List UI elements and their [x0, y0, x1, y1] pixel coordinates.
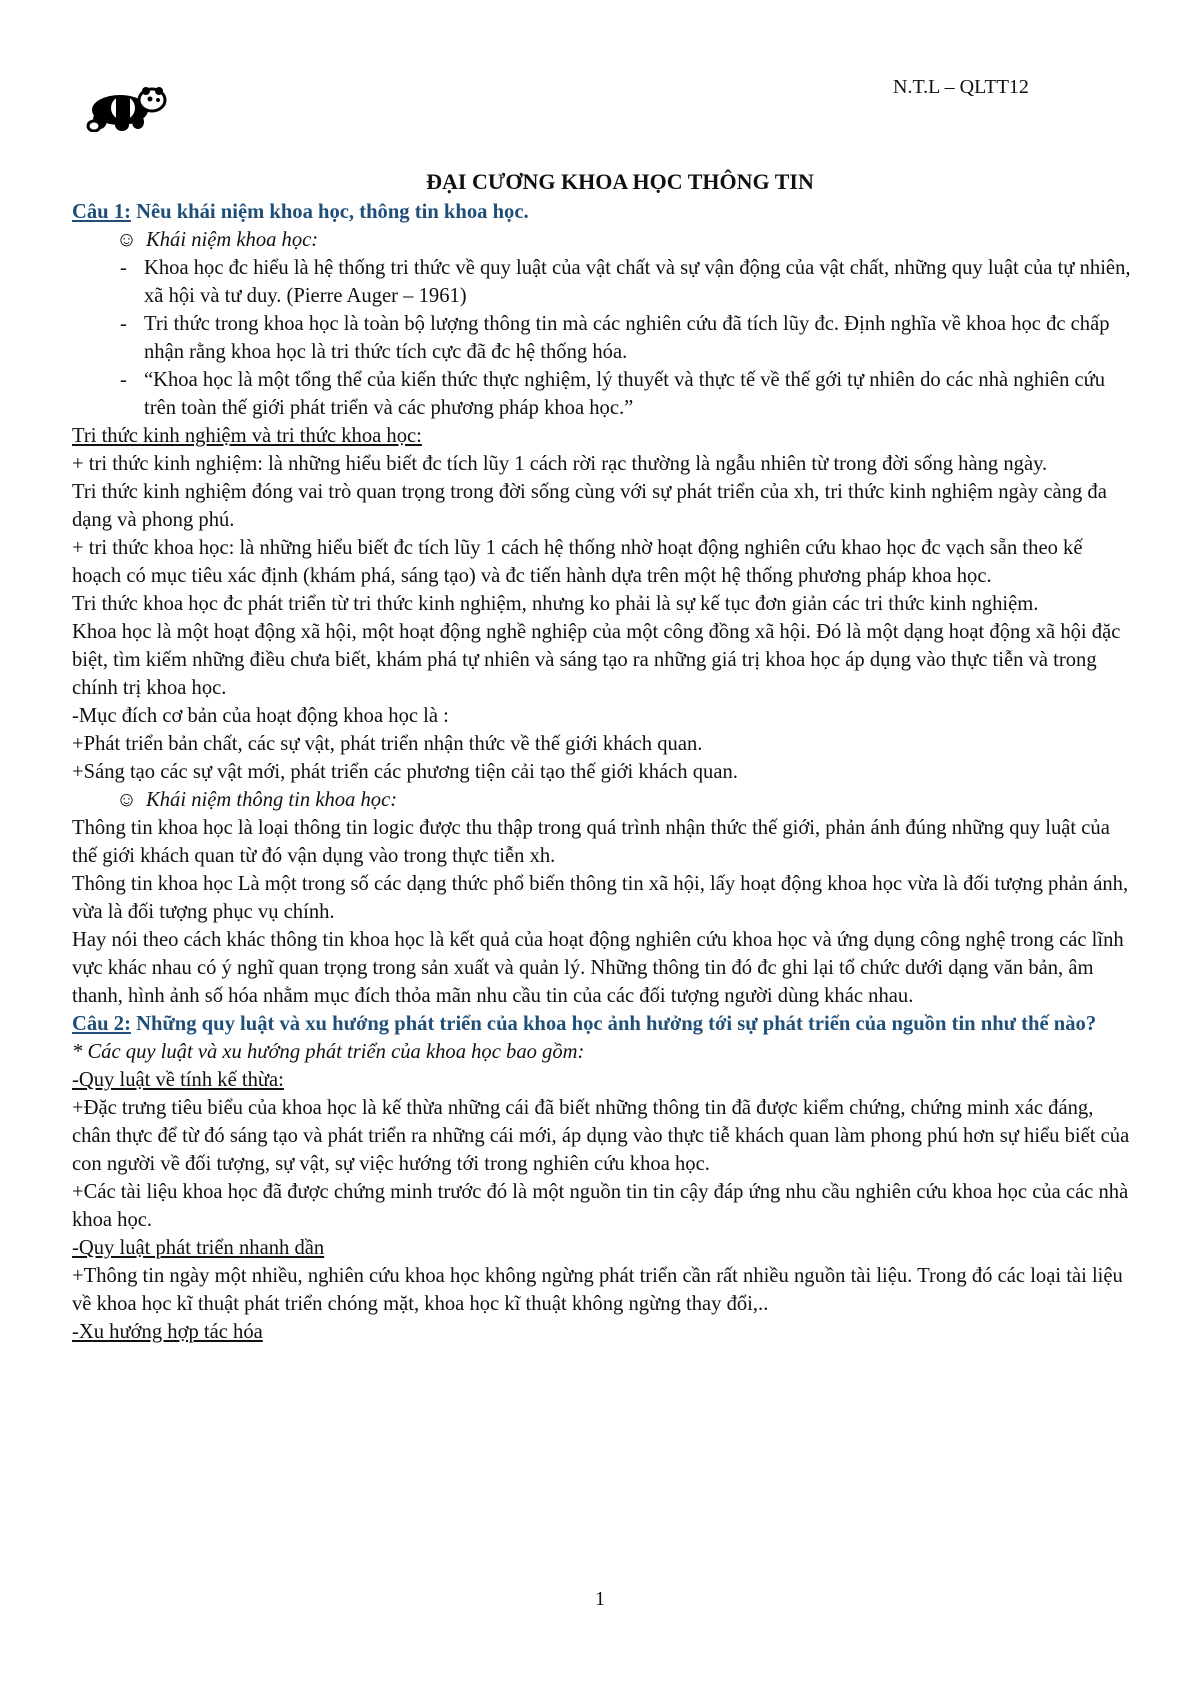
list-item-text: “Khoa học là một tổng thể của kiến thức thực nghiệm, lý thuyết và thực tế về thế gới tự nhiên do các nhà nghiên cứu trên toàn thế giới phát triển và các phương pháp khoa học.”: [144, 369, 1106, 419]
paragraph: +Sáng tạo các sự vật mới, phát triển các phương tiện cải tạo thế giới khách quan.: [72, 761, 738, 783]
list-item: [72, 366, 1132, 422]
paragraph: Tri thức kinh nghiệm đóng vai trò quan trọng trong đời sống cùng với sự phát triển của xh, tri thức kinh nghiệm ngày càng đa dạng và phong phú.: [72, 481, 1107, 531]
list-item-text: Tri thức trong khoa học là toàn bộ lượng thông tin mà các nghiên cứu đã tích lũy đc. Định nghĩa về khoa học đc chấp nhận rằng khoa học là tri thức tích cực đã đc hệ thống hóa.: [144, 313, 1110, 363]
panda-icon: [76, 82, 174, 132]
paragraph: +Các tài liệu khoa học đã được chứng minh trước đó là một nguồn tin tin cậy đáp ứng nhu cầu nghiên cứu khoa học của các nhà khoa học.: [72, 1181, 1129, 1231]
paragraph: +Thông tin ngày một nhiều, nghiên cứu khoa học không ngừng phát triển cần rất nhiều nguồn tài liệu. Trong đó các loại tài liệu về khoa học kĩ thuật phát triển chóng mặt, khoa học kĩ thuật không ngừng thay đổi,..: [72, 1265, 1123, 1315]
document-body: [72, 168, 1132, 1346]
paragraph: +Đặc trưng tiêu biểu của khoa học là kế thừa những cái đã biết những thông tin đã được kiểm chứng, chứng minh xác đáng, chân thực để từ đó sáng tạo và phát triển ra những cái mới, áp dụng vào thực tiễ khách quan làm phong phú hơn sự hiểu biết của con người về đối tượng, sự vật, sự việc hướng tới trong nghiên cứu khoa học.: [72, 1097, 1130, 1175]
paragraph: Thông tin khoa học là loại thông tin logic được thu thập trong quá trình nhận thức thế giới, phản ánh đúng những quy luật của thế giới khách quan từ đó vận dụng vào trong thực tiễn xh.: [72, 817, 1110, 867]
question-2: [72, 1010, 1132, 1038]
document-title: ĐẠI CƯƠNG KHOA HỌC THÔNG TIN: [426, 169, 814, 194]
paragraph: Tri thức khoa học đc phát triển từ tri thức kinh nghiệm, nhưng ko phải là sự kế tục đơn giản các tri thức kinh nghiệm.: [72, 593, 1039, 615]
question-2-number: Câu 2:: [72, 1013, 131, 1035]
list-item-text: Khoa học đc hiểu là hệ thống tri thức về quy luật của vật chất và sự vận động của vật chất, những quy luật của tự nhiên, xã hội và tư duy. (Pierre Auger – 1961): [144, 257, 1131, 307]
header-author-code: N.T.L – QLTT12: [893, 76, 1029, 98]
question-2-intro: * Các quy luật và xu hướng phát triển của khoa học bao gồm:: [72, 1041, 585, 1063]
question-1-text: Nêu khái niệm khoa học, thông tin khoa học.: [130, 201, 529, 223]
subheading-khoa-hoc: [72, 226, 1132, 254]
subheading-text: Khái niệm thông tin khoa học:: [146, 789, 398, 811]
page-number: 1: [595, 1588, 605, 1610]
paragraph: Khoa học là một hoạt động xã hội, một hoạt động nghề nghiệp của một công đồng xã hội. Đó là một dạng hoạt động xã hội đặc biệt, tìm kiếm những điều chưa biết, khám phá tự nhiên và sáng tạo ra những giá trị khoa học áp dụng vào thực tiễn và trong chính trị khoa học.: [72, 621, 1121, 699]
dash-bullet: -: [120, 313, 127, 335]
law-heading: -Xu hướng hợp tác hóa: [72, 1321, 263, 1343]
subheading-thong-tin-khoa-hoc: [72, 786, 1132, 814]
dash-bullet: -: [120, 369, 127, 391]
paragraph: Thông tin khoa học Là một trong số các dạng thức phổ biến thông tin xã hội, lấy hoạt động khoa học vừa là đối tượng phản ánh, vừa là đối tượng phục vụ chính.: [72, 873, 1129, 923]
list-item: [72, 254, 1132, 310]
list-item: [72, 310, 1132, 366]
smiley-icon: ☺: [116, 789, 138, 811]
paragraph: Hay nói theo cách khác thông tin khoa học là kết quả của hoạt động nghiên cứu khoa học và ứng dụng công nghệ trong các lĩnh vực khác nhau có ý nghĩ quan trọng trong sản xuất và quản lý. Những thông tin đó đc ghi lại tổ chức dưới dạng văn bản, âm thanh, hình ảnh số hóa nhằm mục đích thỏa mãn nhu cầu tin của các đối tượng người dùng khác nhau.: [72, 929, 1124, 1007]
question-1-number: Câu 1:: [72, 201, 131, 223]
law-heading: -Quy luật về tính kế thừa:: [72, 1069, 284, 1091]
smiley-icon: ☺: [116, 229, 138, 251]
section-heading-tri-thuc: Tri thức kinh nghiệm và tri thức khoa học:: [72, 425, 422, 447]
question-1: [72, 198, 1132, 226]
paragraph: + tri thức kinh nghiệm: là những hiểu biết đc tích lũy 1 cách rời rạc thường là ngẫu nhiên từ trong đời sống hàng ngày.: [72, 453, 1048, 475]
paragraph: +Phát triển bản chất, các sự vật, phát triển nhận thức về thế giới khách quan.: [72, 733, 703, 755]
question-2-text: Những quy luật và xu hướng phát triển của khoa học ảnh hưởng tới sự phát triển của nguồn tin như thế nào?: [130, 1013, 1097, 1035]
subheading-text: Khái niệm khoa học:: [146, 229, 319, 251]
dash-bullet: -: [120, 257, 127, 279]
paragraph: + tri thức khoa học: là những hiểu biết đc tích lũy 1 cách hệ thống nhờ hoạt động nghiên cứu khao học đc vạch sẵn theo kế hoạch có mục tiêu xác định (khám phá, sáng tạo) và đc tiến hành dựa trên một hệ thống phương pháp khoa học.: [72, 537, 1083, 587]
law-heading: -Quy luật phát triển nhanh dần: [72, 1237, 325, 1259]
paragraph: -Mục đích cơ bản của hoạt động khoa học là :: [72, 705, 449, 727]
